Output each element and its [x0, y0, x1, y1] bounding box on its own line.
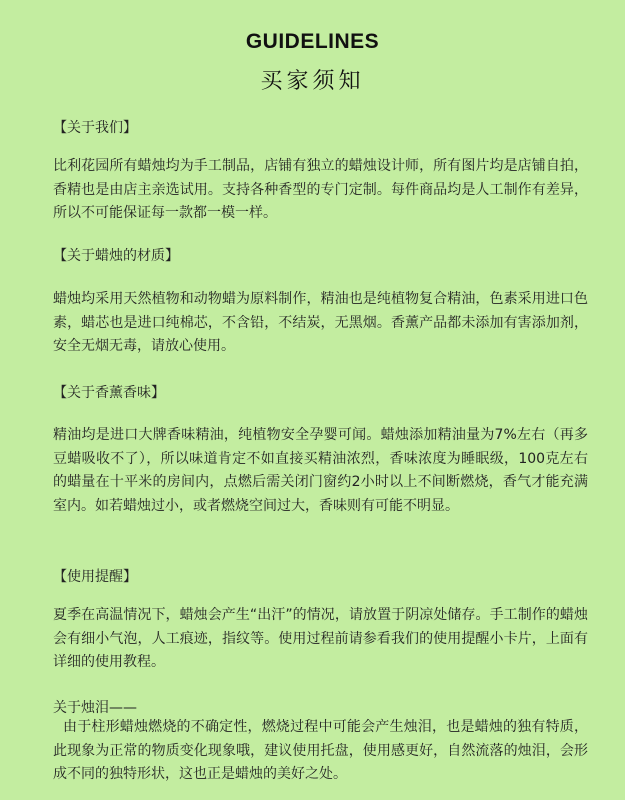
page-subtitle: 买家须知 [260, 69, 365, 94]
section-heading-fragrance: 【关于香薰香味】 [53, 385, 165, 401]
page-title: GUIDELINES [245, 30, 380, 53]
section-body-material: 蜡烛均采用天然植物和动物蜡为原料制作，精油也是纯植物复合精油，色素采用进口色素，蜡芯也是进口纯棉芯，不含铅，不结炭，无黑烟。香薰产品都未添加有害添加剂，安全无烟无毒，请放心使用。 [53, 291, 588, 354]
section-heading-usage-tips: 【使用提醒】 [53, 569, 137, 585]
section-heading-about-us: 【关于我们】 [53, 120, 137, 136]
section-body-candle-tears: 由于柱形蜡烛燃烧的不确定性，燃烧过程中可能会产生烛泪，也是蜡烛的独有特质，此现象为正常的物质变化现象哦，建议使用托盘，使用感更好，自然流落的烛泪，会形成不同的独特形状，这也正是蜡烛的美好之处。 [53, 719, 588, 782]
section-body-about-us: 比利花园所有蜡烛均为手工制品，店铺有独立的蜡烛设计师，所有图片均是店铺自拍，香精也是由店主亲选试用。支持各种香型的专门定制。每件商品均是人工制作有差异，所以不可能保证每一款都一模一样。 [53, 158, 588, 221]
section-heading-material: 【关于蜡烛的材质】 [53, 248, 179, 264]
section-heading-candle-tears: 关于烛泪—— [53, 700, 137, 716]
section-body-usage-tips: 夏季在高温情况下，蜡烛会产生“出汗”的情况，请放置于阴凉处储存。手工制作的蜡烛会有细小气泡，人工痕迹，指纹等。使用过程前请参看我们的使用提醒小卡片，上面有详细的使用教程。 [53, 607, 588, 670]
section-body-fragrance: 精油均是进口大牌香味精油，纯植物安全孕婴可闻。蜡烛添加精油量为7%左右（再多豆蜡吸收不了），所以味道肯定不如直接买精油浓烈，香味浓度为睡眠级，100克左右的蜡量在十平米的房间内，点燃后需关闭门窗约2小时以上不间断燃烧，香气才能充满室内。如若蜡烛过小，或者燃烧空间过大，香味则有可能不明显。 [53, 427, 588, 514]
